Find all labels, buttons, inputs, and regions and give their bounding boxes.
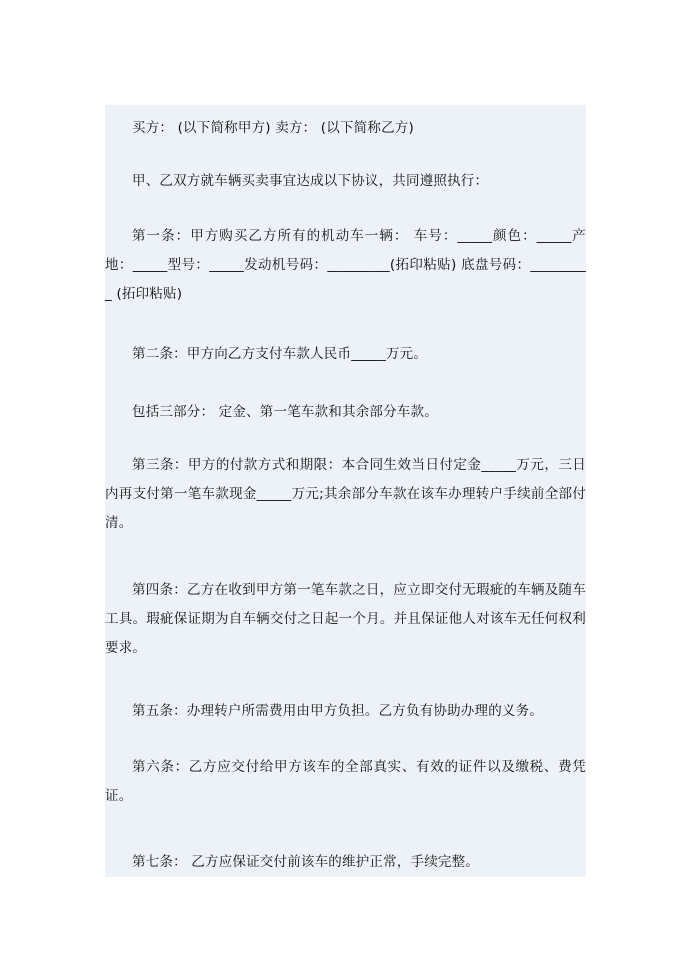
article-5-paragraph: 第五条：办理转户所需费用由甲方负担。乙方负有协助办理的义务。 xyxy=(132,703,543,719)
article-3-paragraph: 第三条：甲方的付款方式和期限：本合同生效当日付定金_____万元，三日内再支付第一笔车款现金_____万元;其余部分车款在该车办理转户手续前全部付清。 xyxy=(105,457,586,531)
article-6-paragraph: 第六条：乙方应交付给甲方该车的全部真实、有效的证件以及缴税、费凭证。 xyxy=(105,759,586,804)
contract-body xyxy=(105,105,586,877)
article-1-paragraph: 第一条：甲方购买乙方所有的机动车一辆： 车号：_____颜色：_____产地：_____型号：_____发动机号码：_________(拓印粘贴) 底盘号码：_________ (拓印粘贴) xyxy=(105,228,586,302)
article-4-paragraph: 第四条：乙方在收到甲方第一笔车款之日，应立即交付无瑕疵的车辆及随车工具。瑕疵保证期为自车辆交付之日起一个月。并且保证他人对该车无任何权利要求。 xyxy=(105,582,586,656)
parties-paragraph: 买方： (以下简称甲方) 卖方： (以下简称乙方) xyxy=(132,120,414,136)
payment-parts-paragraph: 包括三部分： 定金、第一笔车款和其余部分车款。 xyxy=(132,404,438,420)
agreement-intro-paragraph: 甲、乙双方就车辆买卖事宜达成以下协议，共同遵照执行： xyxy=(132,173,489,189)
article-2-paragraph: 第二条：甲方向乙方支付车款人民币_____万元。 xyxy=(132,346,428,362)
article-7-paragraph: 第七条： 乙方应保证交付前该车的维护正常，手续完整。 xyxy=(132,854,479,870)
